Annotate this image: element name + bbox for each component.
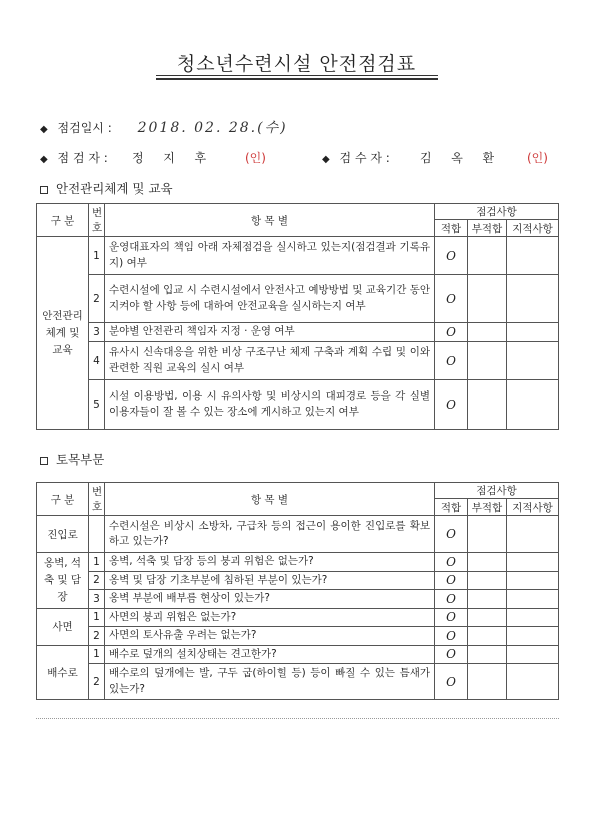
inspector-label: 점 검 자 : [57,151,108,165]
checker-seal: (인) [527,151,548,165]
not-ok-cell [468,645,507,664]
table-row [37,553,559,572]
bottom-rule [36,718,559,719]
header-items: 항 목 별 [105,204,435,237]
checker-label: 검 수 자 : [339,151,390,165]
not-ok-cell [468,275,507,323]
category-cell: 옹벽, 석축 및 담장 [37,553,89,609]
pointed-cell [507,237,559,275]
check-mark: O [435,342,468,380]
pointed-cell [507,608,559,627]
section-heading-safety: 안전관리체계 및 교육 [40,179,173,197]
not-ok-cell [468,237,507,275]
header-category: 구 분 [37,483,89,516]
item-text: 운영대표자의 책임 아래 자체점검을 실시하고 있는지(점검결과 기록유지) 여부 [105,237,435,275]
not-ok-cell [468,627,507,646]
not-ok-cell [468,323,507,342]
date-label: 점검일시 : [57,121,112,135]
check-mark: O [435,275,468,323]
pointed-cell [507,645,559,664]
table-row [37,590,559,609]
check-mark: O [435,553,468,572]
date-row [40,117,288,137]
table-row [37,571,559,590]
table-row [37,275,559,323]
check-mark: O [435,323,468,342]
date-value: 2018. 02. 28.(수) [137,120,288,136]
civil-table [36,482,559,700]
table-row [37,342,559,380]
check-mark: O [435,664,468,700]
diamond-icon: ◆ [322,154,330,165]
pointed-cell [507,664,559,700]
inspector-seal: (인) [245,151,266,165]
row-number: 2 [89,664,105,700]
table-row [37,237,559,275]
check-mark: O [435,516,468,553]
diamond-icon: ◆ [40,124,48,135]
check-mark: O [435,237,468,275]
not-ok-cell [468,608,507,627]
check-mark: O [435,590,468,609]
row-number: 1 [89,237,105,275]
item-text: 옹벽 및 담장 기초부분에 침하된 부분이 있는가? [105,571,435,590]
row-number [89,516,105,553]
category-cell: 진입로 [37,516,89,553]
header-not-ok: 부적합 [468,220,507,237]
item-text: 분야별 안전관리 책임자 지정 · 운영 여부 [105,323,435,342]
pointed-cell [507,342,559,380]
check-mark: O [435,571,468,590]
not-ok-cell [468,380,507,430]
item-text: 배수로 덮개의 설치상태는 견고한가? [105,645,435,664]
not-ok-cell [468,553,507,572]
header-category: 구 분 [37,204,89,237]
header-items: 항 목 별 [105,483,435,516]
header-check-group: 점검사항 [435,204,559,220]
not-ok-cell [468,590,507,609]
row-number: 1 [89,608,105,627]
row-number: 3 [89,323,105,342]
pointed-cell [507,275,559,323]
row-number: 1 [89,553,105,572]
table-row [37,380,559,430]
header-ok: 적합 [435,499,468,516]
row-number: 2 [89,275,105,323]
header-number: 번호 [89,204,105,237]
pointed-cell [507,553,559,572]
not-ok-cell [468,516,507,553]
title-underline [156,75,438,76]
checker-name: 김 옥 환 [420,151,499,165]
table-row [37,516,559,553]
pointed-cell [507,323,559,342]
inspector-row [40,149,560,166]
pointed-cell [507,516,559,553]
item-text: 사면의 토사유출 우려는 없는가? [105,627,435,646]
pointed-cell [507,380,559,430]
section-heading-civil: 토목부문 [40,450,104,468]
check-mark: O [435,380,468,430]
row-number: 3 [89,590,105,609]
table-row [37,627,559,646]
item-text: 옹벽, 석축 및 담장 등의 붕괴 위험은 없는가? [105,553,435,572]
inspector-name: 정 지 후 [132,151,211,165]
title-underline-thick [156,78,438,80]
pointed-cell [507,590,559,609]
table-row [37,645,559,664]
row-number: 2 [89,571,105,590]
category-cell: 배수로 [37,645,89,700]
page-title: 청소년수련시설 안전점검표 [176,53,417,75]
header-not-ok: 부적합 [468,499,507,516]
row-number: 4 [89,342,105,380]
item-text: 배수로의 덮개에는 발, 구두 굽(하이힐 등) 등이 빠질 수 있는 틈새가 있는가? [105,664,435,700]
header-pointed: 지적사항 [507,220,559,237]
not-ok-cell [468,664,507,700]
check-mark: O [435,627,468,646]
category-cell: 안전관리 체계 및 교육 [37,237,89,430]
table-row [37,664,559,700]
item-text: 수련시설은 비상시 소방차, 구급차 등의 접근이 용이한 진입로를 확보하고 있는가? [105,516,435,553]
header-number: 번호 [89,483,105,516]
category-cell: 사면 [37,608,89,645]
header-ok: 적합 [435,220,468,237]
row-number: 1 [89,645,105,664]
item-text: 옹벽 부분에 배부름 현상이 있는가? [105,590,435,609]
pointed-cell [507,627,559,646]
table-row [37,608,559,627]
item-text: 사면의 붕괴 위험은 없는가? [105,608,435,627]
table-row [37,323,559,342]
diamond-icon: ◆ [40,154,48,165]
item-text: 유사시 신속대응을 위한 비상 구조구난 체제 구축과 계획 수립 및 이와 관련한 직원 교육의 실시 여부 [105,342,435,380]
not-ok-cell [468,571,507,590]
item-text: 시설 이용방법, 이용 시 유의사항 및 비상시의 대피경로 등을 각 실별 이용자들이 잘 볼 수 있는 장소에 게시하고 있는지 여부 [105,380,435,430]
square-bullet-icon [40,186,48,194]
check-mark: O [435,608,468,627]
header-pointed: 지적사항 [507,499,559,516]
row-number: 5 [89,380,105,430]
safety-table [36,203,559,430]
header-check-group: 점검사항 [435,483,559,499]
not-ok-cell [468,342,507,380]
pointed-cell [507,571,559,590]
square-bullet-icon [40,457,48,465]
row-number: 2 [89,627,105,646]
item-text: 수련시설에 입교 시 수련시설에서 안전사고 예방방법 및 교육기간 동안 지켜야 할 사항 등에 대하여 안전교육을 실시하는지 여부 [105,275,435,323]
check-mark: O [435,645,468,664]
